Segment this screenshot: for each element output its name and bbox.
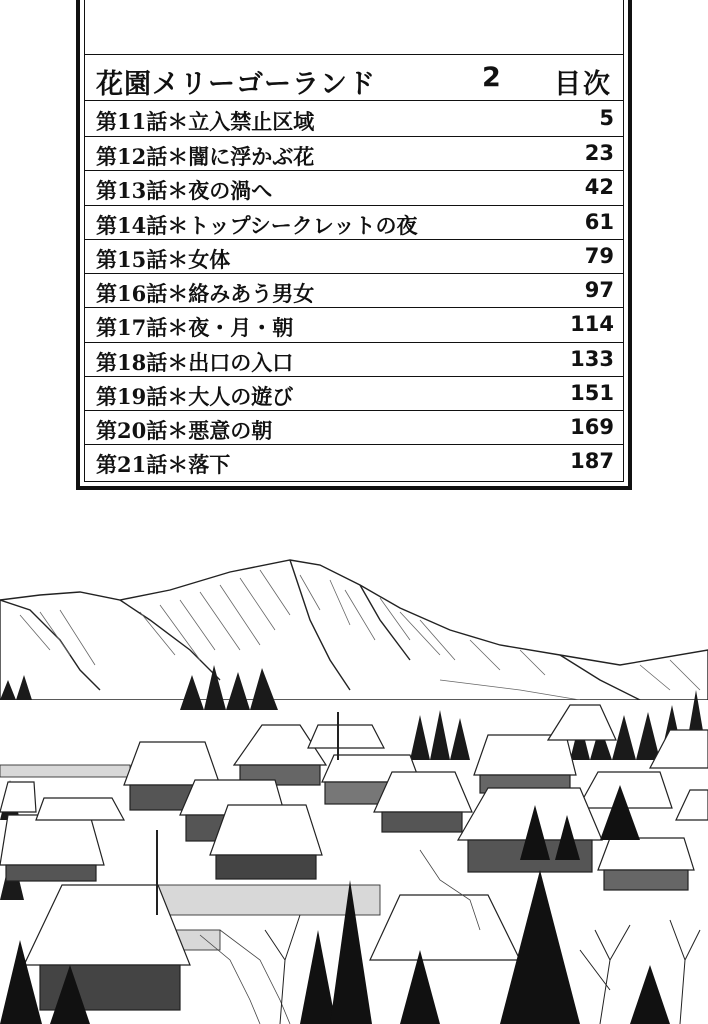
book-title: 花園メリーゴーランド xyxy=(96,69,376,100)
toc-entry[interactable] xyxy=(96,308,614,342)
chapter-title: 第21話＊落下 xyxy=(96,452,231,477)
chapter-title: 第17話＊夜・月・朝 xyxy=(96,315,294,340)
toc-entry[interactable] xyxy=(96,240,614,274)
chapter-title: 第18話＊出口の入口 xyxy=(96,350,294,375)
chapter-title: 第19話＊大人の遊び xyxy=(96,384,294,409)
volume-number: 2 xyxy=(482,62,501,93)
page-number: 5 xyxy=(599,106,614,130)
toc-entry[interactable] xyxy=(96,171,614,205)
snowy-village-illustration xyxy=(0,540,708,1024)
chapter-title: 第13話＊夜の渦へ xyxy=(96,178,273,203)
page-number: 61 xyxy=(584,210,614,234)
toc-entry[interactable] xyxy=(96,102,614,136)
chapter-title: 第16話＊絡みあう男女 xyxy=(96,281,315,306)
page-number: 151 xyxy=(570,381,614,405)
toc-entry[interactable] xyxy=(96,137,614,171)
toc-title-row xyxy=(96,58,612,100)
chapter-title: 第14話＊トップシークレットの夜 xyxy=(96,213,418,238)
page-number: 42 xyxy=(584,175,614,199)
toc-entry[interactable] xyxy=(96,445,614,479)
chapter-title: 第11話＊立入禁止区域 xyxy=(96,109,315,134)
mountain-range xyxy=(0,560,708,700)
page-number: 133 xyxy=(570,347,614,371)
page-number: 23 xyxy=(584,141,614,165)
page-number: 97 xyxy=(584,278,614,302)
chapter-title: 第20話＊悪意の朝 xyxy=(96,418,273,443)
page-number: 79 xyxy=(584,244,614,268)
page-number: 187 xyxy=(570,449,614,473)
toc-entry[interactable] xyxy=(96,206,614,240)
chapter-title: 第15話＊女体 xyxy=(96,247,231,272)
toc-divider xyxy=(84,54,624,55)
toc-entry[interactable] xyxy=(96,377,614,411)
page-number: 114 xyxy=(570,312,614,336)
contents-heading: 目次 xyxy=(554,69,612,100)
toc-entry[interactable] xyxy=(96,411,614,445)
page-number: 169 xyxy=(570,415,614,439)
chapter-title: 第12話＊闇に浮かぶ花 xyxy=(96,144,315,169)
toc-entry[interactable] xyxy=(96,343,614,377)
toc-entry[interactable] xyxy=(96,274,614,308)
